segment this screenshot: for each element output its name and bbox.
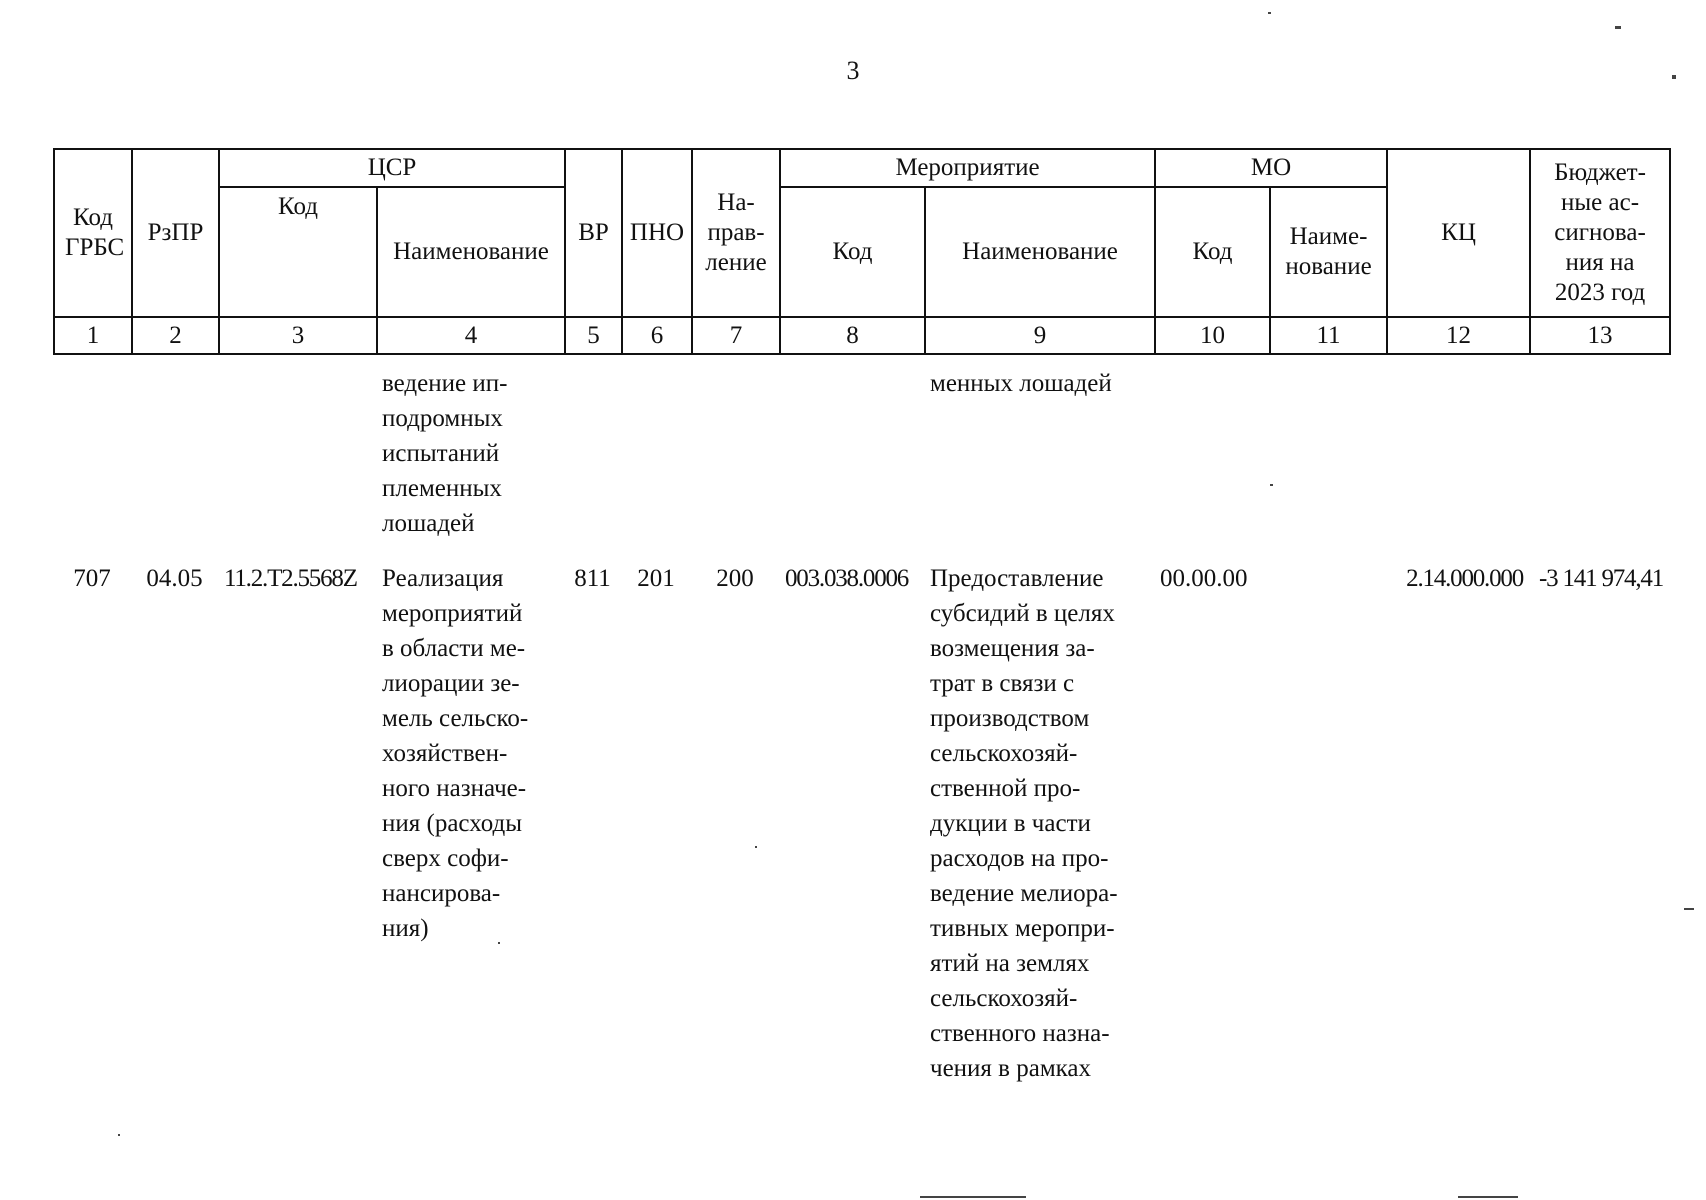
csr-kod-cell: 11.2.Т2.5568Z bbox=[224, 565, 357, 592]
column-number: 3 bbox=[219, 317, 377, 354]
column-number: 12 bbox=[1387, 317, 1530, 354]
csr-name-cell: ведение ип- подромных испытаний племенных лошадей bbox=[382, 370, 508, 537]
csr-name-cell: Реализация мероприятий в области ме- лиорации зе- мель сельско- хозяйствен- ного назначе- ния (расходы сверх софи- нансирова- ния) bbox=[382, 565, 529, 942]
scan-mark bbox=[920, 1196, 1026, 1198]
scan-mark bbox=[118, 1134, 120, 1136]
mo-name-cell bbox=[1269, 561, 1386, 1086]
budget-cell: -3 141 974,41 bbox=[1539, 565, 1663, 592]
header-meropr-name: Наименование bbox=[925, 187, 1155, 317]
header-budget: Бюджет- ные ас- сигнова- ния на 2023 год bbox=[1530, 149, 1670, 317]
napravlenie-cell: 200 bbox=[716, 565, 754, 592]
table-row-continued bbox=[53, 366, 1669, 541]
column-number: 10 bbox=[1155, 317, 1270, 354]
scan-mark bbox=[1684, 908, 1694, 910]
table-row bbox=[53, 561, 1669, 1086]
mo-kod-cell: 00.00.00 bbox=[1160, 565, 1248, 592]
header-rzpr: РзПР bbox=[132, 149, 219, 317]
header-kc: КЦ bbox=[1387, 149, 1530, 317]
meropr-name-cell: менных лошадей bbox=[930, 370, 1112, 397]
pno-cell: 201 bbox=[637, 565, 675, 592]
header-napravlenie: На- прав- ление bbox=[692, 149, 780, 317]
rzpr-cell: 04.05 bbox=[146, 565, 203, 592]
header-csr-name: Наименование bbox=[377, 187, 565, 317]
header-csr-kod: Код bbox=[219, 187, 377, 317]
header-pno: ПНО bbox=[622, 149, 692, 317]
meropr-kod-cell: 003.038.0006 bbox=[785, 565, 909, 592]
column-number: 5 bbox=[565, 317, 622, 354]
header-meropriyatie: Мероприятие bbox=[780, 149, 1155, 187]
header-mo-kod: Код bbox=[1155, 187, 1270, 317]
column-number: 2 bbox=[132, 317, 219, 354]
header-mo: МО bbox=[1155, 149, 1387, 187]
column-number: 9 bbox=[925, 317, 1155, 354]
column-number: 13 bbox=[1530, 317, 1670, 354]
header-table bbox=[53, 148, 1671, 355]
header-kod-grbs: Код ГРБС bbox=[54, 149, 132, 317]
header-mo-name: Наиме- нование bbox=[1270, 187, 1387, 317]
header-meropr-kod: Код bbox=[780, 187, 925, 317]
meropr-name-cell: Предоставление субсидий в целях возмещения за- трат в связи с производством сельскохозяй- ственной про- дукции в части расходов на про- ведение мелиора- тивных меропри- ятий на землях сельскохозяй- ственного назна- чения в рамках bbox=[930, 565, 1118, 1082]
scan-mark bbox=[1268, 12, 1271, 14]
kc-cell: 2.14.000.000 bbox=[1406, 565, 1523, 592]
header-vr: ВР bbox=[565, 149, 622, 317]
vr-cell: 811 bbox=[574, 565, 611, 592]
header-csr: ЦСР bbox=[219, 149, 565, 187]
scan-mark bbox=[1458, 1196, 1518, 1198]
column-number: 7 bbox=[692, 317, 780, 354]
column-number: 11 bbox=[1270, 317, 1387, 354]
column-number: 8 bbox=[780, 317, 925, 354]
data-table bbox=[53, 366, 1669, 1086]
page-number: 3 bbox=[846, 56, 860, 85]
column-number: 6 bbox=[622, 317, 692, 354]
kod-grbs-cell: 707 bbox=[73, 565, 111, 592]
column-number: 1 bbox=[54, 317, 132, 354]
scan-mark bbox=[1672, 75, 1676, 79]
scan-mark bbox=[1615, 26, 1621, 29]
column-number: 4 bbox=[377, 317, 565, 354]
